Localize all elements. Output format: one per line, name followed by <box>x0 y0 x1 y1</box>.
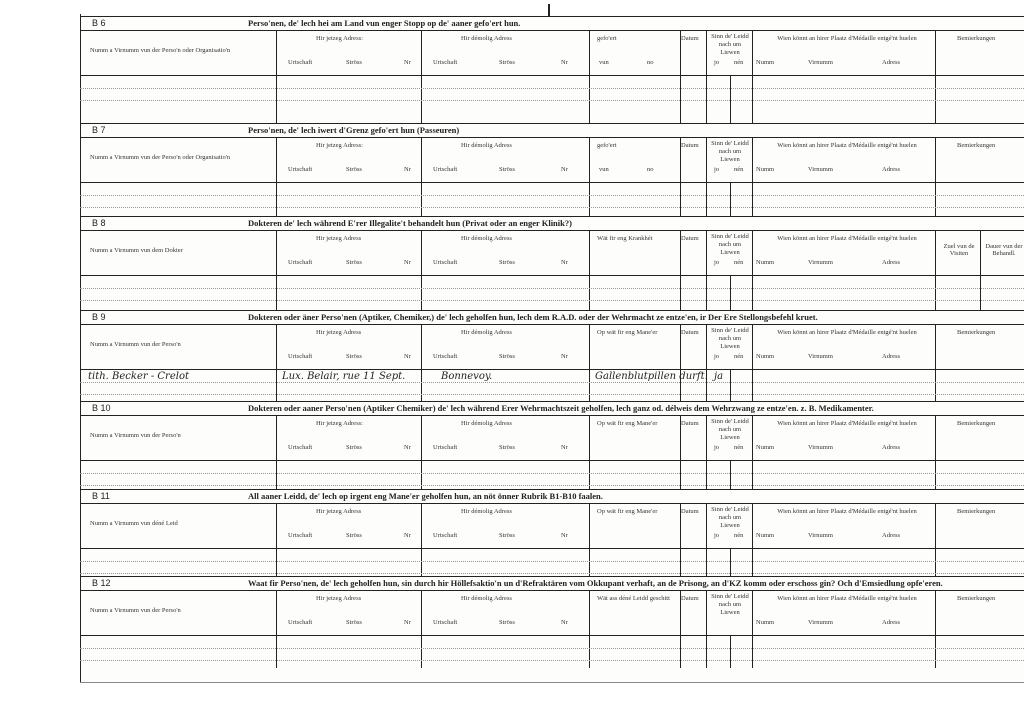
header-divider <box>421 504 422 548</box>
header-divider <box>276 591 277 635</box>
number-label: Nr <box>561 259 568 266</box>
header-divider <box>706 325 707 369</box>
street-label: Ströss <box>346 619 362 626</box>
header-divider <box>706 504 707 548</box>
row-divider <box>980 276 981 310</box>
remarks-header: Bemierkungen <box>957 35 996 42</box>
section-b9 <box>80 310 1024 402</box>
row-divider <box>276 636 277 668</box>
row-divider <box>730 276 731 310</box>
recipient-name-label: Numm <box>756 166 775 173</box>
column-header-row <box>80 230 1024 276</box>
current-address-header: Hir jetzeg Adress: <box>316 142 363 149</box>
entry-line <box>80 561 1024 562</box>
entry-line <box>80 288 1024 289</box>
row-divider <box>752 636 753 668</box>
street-label: Ströss <box>499 353 515 360</box>
town-label: Urtschaft <box>288 59 313 66</box>
handwritten-current-address: Lux. Belair, rue 11 Sept. <box>282 371 406 382</box>
remarks-header: Bemierkungen <box>957 508 996 515</box>
section-b6 <box>80 16 1024 124</box>
recipient-address-label: Adress <box>882 619 901 626</box>
entry-rows[interactable] <box>80 636 1024 668</box>
no-label: nén <box>734 166 744 173</box>
recipient-firstname-label: Virnumm <box>808 259 833 266</box>
section-b12 <box>80 576 1024 669</box>
name-column-header: Numm a Virnumm vun der Perso'n oder Organisatio'n <box>90 47 231 54</box>
row-divider <box>730 636 731 668</box>
row-divider <box>935 370 936 401</box>
row-divider <box>276 370 277 401</box>
yes-label: jo <box>714 353 720 360</box>
section-title: Dokteren oder aaner Perso'nen (Aptiker Chemiker) de' lech während Erer Wehrmachtszeit geholfen, lech ganz od. délweis dem Wehrzwang ze entze'en. z. B. Medikamenter. <box>248 403 874 413</box>
row-divider <box>752 276 753 310</box>
recipient-address-label: Adress <box>882 444 901 451</box>
row-divider <box>421 276 422 310</box>
row-divider <box>589 276 590 310</box>
to-label: no <box>647 59 654 66</box>
row-divider <box>935 276 936 310</box>
town-label: Urtschaft <box>288 444 313 451</box>
yes-label: jo <box>714 166 720 173</box>
no-label: nén <box>734 259 744 266</box>
duration-header: Dauer vun der Behandl. <box>985 243 1023 257</box>
remarks-header: Bemierkungen <box>957 595 996 602</box>
header-divider <box>421 138 422 182</box>
alive-header: Sinn de' Leidd nach um Liewen <box>711 140 749 163</box>
row-divider <box>589 183 590 216</box>
header-divider <box>935 231 936 275</box>
current-address-header: Hir jetzeg Adress: <box>316 35 363 42</box>
section-code: B 10 <box>92 403 111 413</box>
medal-recipient-header: Wien könnt an hirer Plaatz d'Médaille entgé'nt huelen <box>777 508 917 515</box>
section-title: Dokteren oder äner Perso'nen (Aptiker, Chemiker,) de' lech geholfen hun, lech dem R.A.D. oder der Wehrmacht ze entze'en, ir Der Ere Stellongsbefehl kruet. <box>248 312 818 322</box>
number-label: Nr <box>404 532 411 539</box>
date-header: Datum <box>681 235 699 242</box>
medal-recipient-header: Wien könnt an hirer Plaatz d'Médaille entgé'nt huelen <box>777 329 917 336</box>
header-divider <box>276 231 277 275</box>
former-address-header: Hir démolig Adress <box>461 35 512 42</box>
number-label: Nr <box>404 59 411 66</box>
former-address-header: Hir démolig Adress <box>461 329 512 336</box>
recipient-address-label: Adress <box>882 353 901 360</box>
handwritten-name: tith. Becker - Crelot <box>88 371 189 382</box>
remarks-header: Bemierkungen <box>957 420 996 427</box>
entry-line <box>80 382 1024 383</box>
header-divider <box>421 591 422 635</box>
street-label: Ströss <box>346 259 362 266</box>
number-label: Nr <box>561 59 568 66</box>
street-label: Ströss <box>346 532 362 539</box>
column-header-row <box>80 590 1024 636</box>
header-divider <box>276 138 277 182</box>
row-divider <box>730 370 731 401</box>
section-code: B 6 <box>92 18 106 28</box>
sheet-bottom-edge <box>80 682 1024 683</box>
from-label: vun <box>599 166 609 173</box>
header-divider <box>421 416 422 460</box>
former-address-header: Hir démolig Adress <box>461 508 512 515</box>
recipient-name-label: Numm <box>756 532 775 539</box>
to-label: no <box>647 166 654 173</box>
header-divider <box>706 31 707 75</box>
recipient-firstname-label: Virnumm <box>808 619 833 626</box>
date-header: Datum <box>681 35 699 42</box>
row-divider <box>706 636 707 668</box>
recipient-name-label: Numm <box>756 619 775 626</box>
entry-rows[interactable] <box>80 370 1024 401</box>
recipient-name-label: Numm <box>756 444 775 451</box>
street-label: Ströss <box>346 59 362 66</box>
row-divider <box>730 549 731 576</box>
row-divider <box>706 276 707 310</box>
row-divider <box>680 549 681 576</box>
former-address-header: Hir démolig Adress <box>461 142 512 149</box>
recipient-firstname-label: Virnumm <box>808 532 833 539</box>
medal-recipient-header: Wien könnt an hirer Plaatz d'Médaille entgé'nt huelen <box>777 35 917 42</box>
former-address-header: Hir démolig Adress <box>461 420 512 427</box>
number-label: Nr <box>404 353 411 360</box>
street-label: Ströss <box>499 259 515 266</box>
entry-line <box>80 100 1024 101</box>
name-column-header: Numm a Virnumm vun der Perso'n oder Organisatio'n <box>90 154 231 161</box>
header-divider <box>421 31 422 75</box>
section-header-bar <box>80 124 1024 137</box>
row-divider <box>752 183 753 216</box>
town-label: Urtschaft <box>288 619 313 626</box>
number-label: Nr <box>404 259 411 266</box>
yes-label: jo <box>714 444 720 451</box>
alive-header: Sinn de' Leidd nach um Liewen <box>711 233 749 256</box>
town-label: Urtschaft <box>433 619 458 626</box>
alive-header: Sinn de' Leidd nach um Liewen <box>711 418 749 441</box>
header-divider <box>276 504 277 548</box>
remarks-header: Bemierkungen <box>957 142 996 149</box>
town-label: Urtschaft <box>288 259 313 266</box>
section-b10 <box>80 401 1024 490</box>
section-code: B 7 <box>92 125 106 135</box>
entry-line <box>80 485 1024 486</box>
handwritten-method: Gallenblutpillen durft. <box>595 371 708 382</box>
header-divider <box>276 325 277 369</box>
recipient-address-label: Adress <box>882 59 901 66</box>
recipient-address-label: Adress <box>882 259 901 266</box>
row-divider <box>276 549 277 576</box>
number-label: Nr <box>561 619 568 626</box>
yes-label: jo <box>714 259 720 266</box>
entry-line <box>80 660 1024 661</box>
alive-header: Sinn de' Leidd nach um Liewen <box>711 33 749 56</box>
town-label: Urtschaft <box>433 259 458 266</box>
medal-recipient-header: Wien könnt an hirer Plaatz d'Médaille entgé'nt huelen <box>777 142 917 149</box>
entry-rows[interactable] <box>80 461 1024 489</box>
town-label: Urtschaft <box>288 166 313 173</box>
name-column-header: Numm a Virnumm vun der Perso'n <box>90 432 181 439</box>
yes-label: jo <box>714 532 720 539</box>
street-label: Ströss <box>346 444 362 451</box>
section-header-bar <box>80 217 1024 230</box>
street-label: Ströss <box>346 353 362 360</box>
row-divider <box>706 549 707 576</box>
section-header-bar <box>80 17 1024 30</box>
header-divider <box>276 416 277 460</box>
no-label: nén <box>734 59 744 66</box>
header-divider <box>421 231 422 275</box>
col4-header: gefo'ert <box>597 35 617 42</box>
entry-line <box>80 394 1024 395</box>
col4-header: Op wät fir eng Mane'er <box>597 508 658 515</box>
section-title: Waat fir Perso'nen, de' lech geholfen hun, sin durch hir Höllefsaktio'n un d'Refraktären vom Okkupant verhaft, an de Prisong, an d'KZ komm oder erschoss gin? Och d'Emsiedlung opfe'eren. <box>248 578 943 588</box>
alive-header: Sinn de' Leidd nach um Liewen <box>711 327 749 350</box>
number-label: Nr <box>561 444 568 451</box>
recipient-firstname-label: Virnumm <box>808 59 833 66</box>
date-header: Datum <box>681 142 699 149</box>
name-column-header: Numm a Virnumm vun dem Dokter <box>90 247 183 254</box>
handwritten-yes: ja <box>714 371 724 382</box>
recipient-name-label: Numm <box>756 259 775 266</box>
section-code: B 11 <box>92 491 110 501</box>
header-divider <box>589 138 590 182</box>
section-code: B 9 <box>92 312 106 322</box>
header-divider <box>935 591 936 635</box>
number-label: Nr <box>404 166 411 173</box>
header-divider <box>752 591 753 635</box>
medal-recipient-header: Wien könnt an hirer Plaatz d'Médaille entgé'nt huelen <box>777 420 917 427</box>
former-address-header: Hir démolig Adress <box>461 235 512 242</box>
section-b8 <box>80 216 1024 311</box>
row-divider <box>935 183 936 216</box>
column-header-row <box>80 30 1024 76</box>
col4-header: gefo'ert <box>597 142 617 149</box>
alive-header: Sinn de' Leidd nach um Liewen <box>711 593 749 616</box>
town-label: Urtschaft <box>433 444 458 451</box>
section-header-bar <box>80 577 1024 590</box>
town-label: Urtschaft <box>288 532 313 539</box>
street-label: Ströss <box>499 59 515 66</box>
header-divider <box>421 325 422 369</box>
entry-line <box>80 195 1024 196</box>
medal-recipient-header: Wien könnt an hirer Plaatz d'Médaille entgé'nt huelen <box>777 595 917 602</box>
town-label: Urtschaft <box>433 166 458 173</box>
entry-rows[interactable] <box>80 549 1024 576</box>
town-label: Urtschaft <box>433 353 458 360</box>
current-address-header: Hir jetzeg Adress <box>316 508 362 515</box>
no-label: nén <box>734 353 744 360</box>
row-divider <box>752 370 753 401</box>
section-header-bar <box>80 311 1024 324</box>
row-divider <box>421 370 422 401</box>
header-divider <box>706 591 707 635</box>
number-label: Nr <box>404 444 411 451</box>
section-b11 <box>80 489 1024 577</box>
current-address-header: Hir jetzeg Adress: <box>316 420 363 427</box>
street-label: Ströss <box>499 444 515 451</box>
row-divider <box>276 183 277 216</box>
section-title: Perso'nen, de' lech iwert d'Grenz gefo'ert hun (Passeuren) <box>248 125 460 135</box>
name-column-header: Numm a Virnumm vun der Perso'n <box>90 607 181 614</box>
date-header: Datum <box>681 329 699 336</box>
col4-header: Wät ass déné Leidd geschitt <box>597 595 670 602</box>
number-label: Nr <box>561 353 568 360</box>
handwritten-former-address: Bonnevoy. <box>441 371 493 382</box>
recipient-address-label: Adress <box>882 532 901 539</box>
entry-rows[interactable] <box>80 76 1024 123</box>
street-label: Ströss <box>499 619 515 626</box>
section-title: All aaner Leidd, de' lech op irgent eng Mane'er geholfen hun, an nöt önner Rubrik B1-B10 faalen. <box>248 491 603 501</box>
date-header: Datum <box>681 508 699 515</box>
row-divider <box>589 370 590 401</box>
no-label: nén <box>734 532 744 539</box>
section-header-bar <box>80 402 1024 415</box>
header-divider <box>752 504 753 548</box>
row-divider <box>680 636 681 668</box>
header-divider <box>589 591 590 635</box>
number-label: Nr <box>404 619 411 626</box>
medal-recipient-header: Wien könnt an hirer Plaatz d'Médaille entgé'nt huelen <box>777 235 917 242</box>
row-divider <box>421 636 422 668</box>
col4-header: Wät fir eng Krankhét <box>597 235 653 242</box>
entry-line <box>80 300 1024 301</box>
header-divider <box>935 504 936 548</box>
header-divider <box>706 416 707 460</box>
column-header-row <box>80 503 1024 549</box>
header-divider <box>589 31 590 75</box>
recipient-address-label: Adress <box>882 166 901 173</box>
row-divider <box>935 636 936 668</box>
entry-line <box>80 648 1024 649</box>
row-divider <box>589 636 590 668</box>
name-column-header: Numm a Virnumm vun déné Leid <box>90 520 178 527</box>
entry-line <box>80 207 1024 208</box>
header-divider <box>589 416 590 460</box>
date-header: Datum <box>681 420 699 427</box>
street-label: Ströss <box>499 166 515 173</box>
visits-header: Zuel vun de Visiten <box>943 243 975 257</box>
header-divider <box>935 31 936 75</box>
header-divider <box>752 31 753 75</box>
section-title: Perso'nen, de' lech hei am Land vun enger Stopp op de' aaner gefo'ert hun. <box>248 18 521 28</box>
header-divider <box>706 138 707 182</box>
recipient-name-label: Numm <box>756 353 775 360</box>
entry-rows[interactable] <box>80 183 1024 216</box>
no-label: nén <box>734 444 744 451</box>
header-divider <box>935 416 936 460</box>
town-label: Urtschaft <box>433 532 458 539</box>
header-divider <box>752 416 753 460</box>
column-header-row <box>80 137 1024 183</box>
remarks-header: Bemierkungen <box>957 329 996 336</box>
street-label: Ströss <box>346 166 362 173</box>
row-divider <box>935 549 936 576</box>
col4-header: Op wät fir eng Mane'er <box>597 329 658 336</box>
entry-line <box>80 573 1024 574</box>
header-divider <box>935 138 936 182</box>
from-label: vun <box>599 59 609 66</box>
header-divider <box>589 325 590 369</box>
entry-line <box>80 473 1024 474</box>
row-divider <box>680 183 681 216</box>
column-header-row <box>80 415 1024 461</box>
date-header: Datum <box>681 595 699 602</box>
section-title: Dokteren de' lech während E'rer Illegalite't behandelt hun (Privat oder an enger Klinik?) <box>248 218 572 228</box>
current-address-header: Hir jetzeg Adress <box>316 595 362 602</box>
header-divider <box>276 31 277 75</box>
fold-mark <box>548 4 550 16</box>
recipient-firstname-label: Virnumm <box>808 166 833 173</box>
name-column-header: Numm a Virnumm vun der Perso'n <box>90 341 181 348</box>
section-code: B 12 <box>92 578 111 588</box>
row-divider <box>752 549 753 576</box>
col4-header: Op wät fir eng Mane'er <box>597 420 658 427</box>
number-label: Nr <box>561 166 568 173</box>
section-header-bar <box>80 490 1024 503</box>
current-address-header: Hir jetzeg Adress <box>316 235 362 242</box>
header-divider <box>935 325 936 369</box>
entry-line <box>80 88 1024 89</box>
header-divider <box>752 138 753 182</box>
section-b7 <box>80 123 1024 217</box>
header-divider <box>589 504 590 548</box>
yes-label: jo <box>714 59 720 66</box>
row-divider <box>589 549 590 576</box>
town-label: Urtschaft <box>433 59 458 66</box>
column-header-row <box>80 324 1024 370</box>
alive-header: Sinn de' Leidd nach um Liewen <box>711 506 749 529</box>
row-divider <box>421 549 422 576</box>
street-label: Ströss <box>499 532 515 539</box>
row-divider <box>680 276 681 310</box>
recipient-firstname-label: Virnumm <box>808 353 833 360</box>
header-divider <box>706 231 707 275</box>
recipient-firstname-label: Virnumm <box>808 444 833 451</box>
recipient-name-label: Numm <box>756 59 775 66</box>
row-divider <box>730 183 731 216</box>
town-label: Urtschaft <box>288 353 313 360</box>
header-divider <box>589 231 590 275</box>
entry-rows[interactable] <box>80 276 1024 310</box>
header-divider <box>752 231 753 275</box>
row-divider <box>276 276 277 310</box>
row-divider <box>421 183 422 216</box>
section-code: B 8 <box>92 218 106 228</box>
current-address-header: Hir jetzeg Adress <box>316 329 362 336</box>
row-divider <box>706 183 707 216</box>
former-address-header: Hir démolig Adress <box>461 595 512 602</box>
header-divider <box>752 325 753 369</box>
number-label: Nr <box>561 532 568 539</box>
